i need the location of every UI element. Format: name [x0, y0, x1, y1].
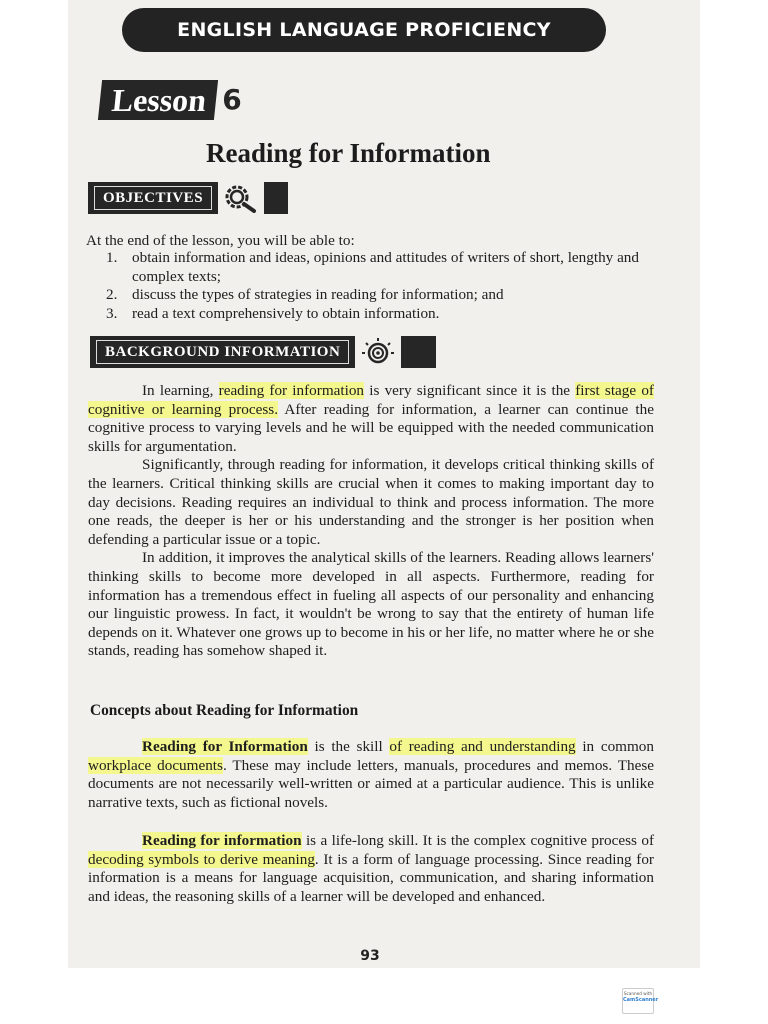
background-heading	[90, 336, 436, 368]
text-run: In learning,	[142, 382, 219, 399]
highlighted-text: reading for information	[218, 382, 365, 399]
paragraph: In addition, it improves the analytical skills of the learners. Reading allows learners' thinking skills to become more developed in all aspects. Furthermore, reading for information has a tremendous effect in fueling all aspects of our personality and enhancing our linguistic prowess. In fact, it wouldn't be wrong to say that the entirety of human life depends on it. Whatever one grows up to become in his or her life, no matter where he or she stands, reading has somehow shaped it.	[88, 549, 654, 660]
highlighted-text: of reading and understanding	[389, 738, 576, 755]
lightbulb-target-icon	[355, 336, 401, 368]
list-item-text: read a text comprehensively to obtain information.	[132, 304, 440, 322]
text-run: is very significant since it is the	[364, 382, 576, 399]
objectives-heading	[88, 182, 288, 214]
scanner-badge-caption: Scanned with	[623, 991, 653, 996]
text-run: . It is a form of language processing. Since reading for information is a means for language acquisition, communication, and sharing information and ideas, the reasoning skills of a learner will be developed and enhanced.	[88, 850, 654, 905]
paragraph	[88, 738, 654, 812]
text-run: After reading for information, a learner can continue the cognitive process to varying levels and he will be equipped with the needed communication skills for argumentation.	[88, 400, 654, 455]
scanner-badge-logo: CamScanner	[623, 997, 659, 1003]
highlighted-text: first stage of cognitive or learning process.	[88, 382, 654, 418]
paragraph	[88, 382, 654, 456]
text-run: . These may include letters, manuals, procedures and memos. These documents are not necessarily well-written or aimed at a particular audience. This is unlike narrative texts, such as fictional novels.	[88, 756, 654, 811]
concepts-paragraph-2	[88, 832, 654, 906]
concepts-heading: Concepts about Reading for Information	[90, 702, 359, 719]
list-item-number: 3.	[106, 304, 118, 322]
page-title: Reading for Information	[206, 138, 491, 168]
objectives-intro: At the end of the lesson, you will be able to:	[86, 232, 355, 249]
highlighted-text: decoding symbols to derive meaning	[88, 850, 315, 868]
list-item	[106, 249, 656, 286]
lesson-tag	[100, 80, 246, 120]
highlighted-text: workplace documents	[88, 756, 223, 774]
paragraph: Significantly, through reading for information, it develops critical thinking skills of the learners. Critical thinking skills are crucial when it comes to making important day to day decisions. Reading requires an individual to think and process information. The more one reads, the deeper is her or his understanding and the stronger is her position when defending a particular issue or a topic.	[88, 456, 654, 548]
list-item-text: obtain information and ideas, opinions and attitudes of writers of short, lengthy and complex texts;	[132, 249, 639, 285]
magnifier-gear-icon	[218, 182, 264, 214]
scanner-badge	[622, 988, 659, 1014]
course-banner: ENGLISH LANGUAGE PROFICIENCY	[122, 8, 606, 52]
objectives-label: OBJECTIVES	[94, 186, 212, 210]
concepts-paragraph-1	[88, 738, 654, 812]
page-number: 93	[360, 948, 380, 964]
objectives-list	[106, 249, 656, 323]
list-item	[106, 286, 656, 305]
bold-term: Reading for Information	[142, 738, 308, 755]
background-label: BACKGROUND INFORMATION	[96, 340, 349, 364]
text-run: in common	[575, 738, 654, 755]
text-run: is a life-long skill. It is the complex cognitive process of	[301, 832, 654, 849]
list-item	[106, 305, 656, 324]
lesson-label: Lesson	[98, 80, 218, 120]
paragraph	[88, 832, 654, 906]
text-run: is the skill	[307, 738, 390, 755]
list-item-number: 2.	[106, 286, 118, 304]
background-text	[88, 382, 654, 661]
bold-term: Reading for information	[142, 832, 302, 849]
lesson-number: 6	[218, 80, 245, 120]
list-item-text: discuss the types of strategies in reading for information; and	[132, 286, 504, 304]
list-item-number: 1.	[106, 249, 118, 266]
